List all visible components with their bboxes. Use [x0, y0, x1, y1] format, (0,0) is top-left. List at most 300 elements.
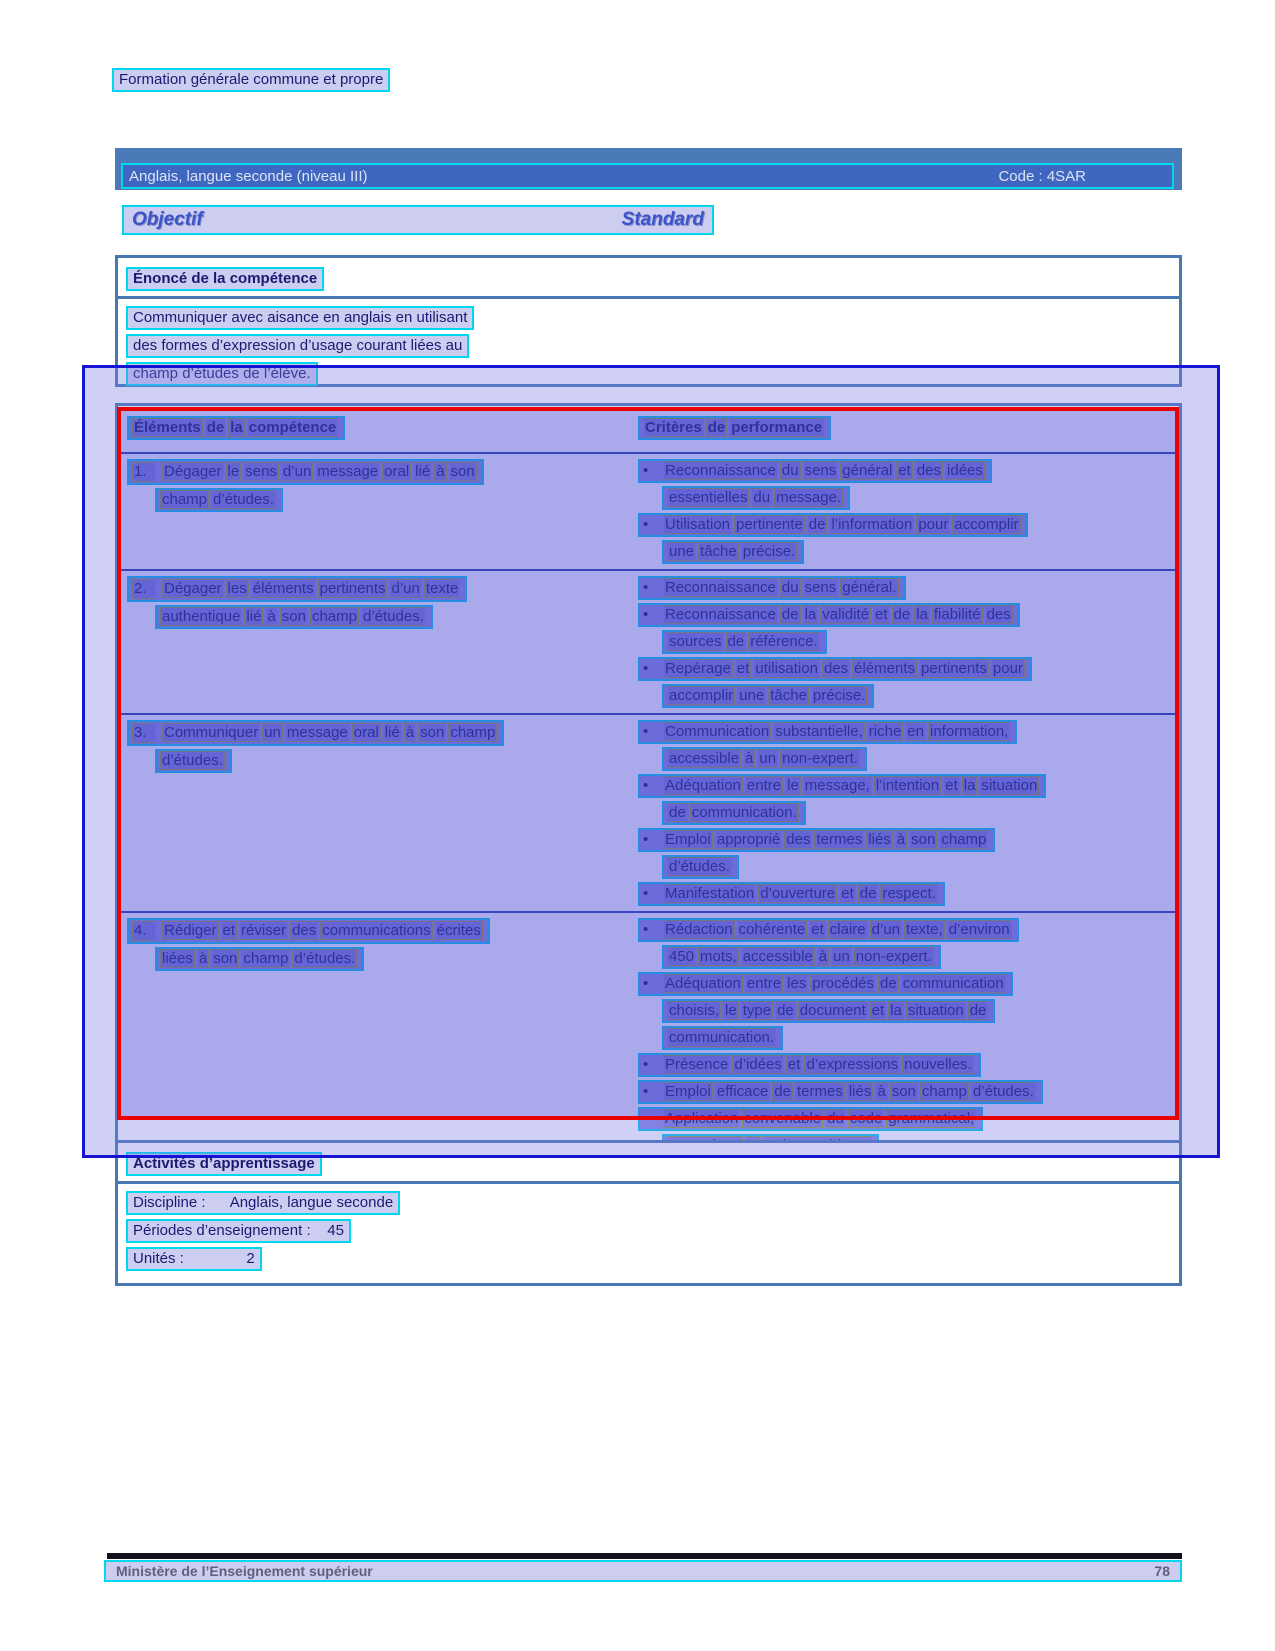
word-highlight: lié	[384, 724, 400, 741]
word-highlight: pertinents	[921, 660, 987, 677]
word-highlight: écrites	[436, 922, 481, 939]
word-highlight: non-expert.	[855, 948, 932, 965]
criteria-line	[638, 603, 1179, 627]
word-highlight: l’intention	[875, 777, 940, 794]
word-highlight: de	[880, 975, 897, 992]
word-highlight: à	[198, 950, 208, 967]
criteria-cell	[626, 459, 1179, 567]
bullet-icon: •	[643, 921, 649, 938]
element-line	[155, 605, 626, 629]
doc-category-header	[112, 68, 390, 92]
word-highlight: d’études.	[972, 1083, 1034, 1100]
word-highlight: Utilisation	[665, 516, 731, 533]
word-highlight: Rédaction	[665, 921, 733, 938]
word-highlight: Application	[665, 1110, 739, 1127]
element-line	[127, 459, 626, 485]
word-highlight: de	[777, 1002, 794, 1019]
criteria-line	[638, 459, 1179, 483]
word-highlight: pertinents	[319, 580, 386, 597]
word-highlight: champ	[162, 491, 208, 508]
criteria-line	[638, 1080, 1179, 1104]
enonce-line: champ d’études de l’élève.	[126, 362, 318, 386]
line-highlight	[638, 1080, 1043, 1104]
enonce-body	[118, 299, 1179, 397]
line-highlight	[638, 459, 992, 483]
word-highlight: des	[292, 922, 317, 939]
table-row	[118, 571, 1179, 715]
word-highlight: non-expert.	[782, 750, 858, 767]
word-highlight: liés	[848, 1083, 872, 1100]
word-highlight: information,	[929, 723, 1009, 740]
table-header-left-cell	[118, 416, 626, 440]
word-highlight: pour	[992, 660, 1023, 677]
course-title-bar	[115, 148, 1182, 190]
word-highlight: lié	[415, 463, 431, 480]
word-highlight: des	[786, 831, 811, 848]
word-highlight: riche	[868, 723, 902, 740]
word-highlight: le	[725, 1002, 737, 1019]
word-highlight: procédés	[812, 975, 875, 992]
word-highlight: une	[739, 687, 765, 704]
word-highlight: les	[787, 975, 807, 992]
bullet-icon: •	[643, 885, 649, 902]
word-highlight: à	[877, 1083, 886, 1100]
word-highlight: de	[893, 606, 911, 623]
word-highlight: champ	[311, 608, 357, 625]
word-highlight: précise.	[742, 543, 796, 560]
element-line	[155, 947, 626, 971]
criteria-line	[638, 972, 1179, 996]
word-highlight: et	[787, 1056, 801, 1073]
bullet-icon: •	[643, 1110, 649, 1127]
word-highlight: son	[450, 463, 475, 480]
word-highlight: Éléments	[134, 419, 201, 436]
word-highlight: Reconnaissance	[665, 462, 776, 479]
word-highlight: un	[833, 948, 850, 965]
word-highlight: Reconnaissance	[665, 579, 776, 596]
line-highlight	[662, 684, 874, 708]
word-highlight: message	[317, 463, 379, 480]
word-highlight: Communiquer	[164, 724, 259, 741]
word-highlight: Reconnaissance	[665, 606, 776, 623]
word-highlight: communication.	[691, 804, 797, 821]
enonce-line: Communiquer avec aisance en anglais en utilisant	[126, 306, 474, 330]
competence-table-body	[118, 454, 1179, 1190]
word-highlight: et	[945, 777, 958, 794]
word-highlight: document	[799, 1002, 866, 1019]
item-number: 4.	[132, 921, 156, 941]
word-highlight: nouvelles.	[904, 1056, 972, 1073]
word-highlight: Communication	[665, 723, 770, 740]
criteria-line	[638, 918, 1179, 942]
word-highlight: validité	[822, 606, 869, 623]
word-highlight: de	[727, 633, 745, 650]
enonce-title: Énoncé de la compétence	[126, 267, 324, 291]
criteria-line	[662, 486, 1179, 510]
word-highlight: un	[759, 750, 777, 767]
word-highlight: d’études.	[669, 858, 730, 875]
criteria-line	[638, 774, 1179, 798]
word-highlight: communications	[322, 922, 431, 939]
line-highlight	[155, 749, 232, 773]
section-headings-row	[122, 205, 714, 235]
word-highlight: général.	[842, 579, 897, 596]
enonce-header	[118, 258, 1179, 299]
word-highlight: d’études.	[294, 950, 356, 967]
word-highlight: claire	[829, 921, 866, 938]
word-highlight: de	[781, 606, 799, 623]
footer-rule	[107, 1553, 1182, 1559]
word-highlight: une	[669, 543, 695, 560]
word-highlight: d’idées	[734, 1056, 782, 1073]
bullet-icon: •	[643, 777, 649, 794]
table-header-criteres	[638, 416, 831, 440]
line-highlight	[662, 630, 827, 654]
word-highlight: champ	[941, 831, 987, 848]
word-highlight: d’études.	[213, 491, 274, 508]
table-header-row	[118, 406, 1179, 454]
word-highlight: la	[890, 1002, 902, 1019]
word-highlight: 450	[669, 948, 695, 965]
word-highlight: lié	[246, 608, 262, 625]
element-line	[127, 720, 626, 746]
word-highlight: accessible	[742, 948, 813, 965]
criteria-line	[638, 513, 1179, 537]
criteria-line	[662, 684, 1179, 708]
word-highlight: son	[911, 831, 936, 848]
line-highlight	[662, 540, 804, 564]
word-highlight: sens	[804, 462, 837, 479]
page-number: 78	[1154, 1563, 1170, 1579]
word-highlight: éléments	[252, 580, 314, 597]
word-highlight: son	[281, 608, 306, 625]
criteria-line	[638, 828, 1179, 852]
line-highlight	[662, 801, 806, 825]
word-highlight: et	[874, 606, 888, 623]
activites-body	[118, 1184, 1179, 1282]
line-highlight	[662, 747, 867, 771]
word-highlight: utilisation	[755, 660, 818, 677]
word-highlight: texte	[425, 580, 459, 597]
word-highlight: accomplir	[669, 687, 734, 704]
word-highlight: choisis,	[669, 1002, 720, 1019]
word-highlight: son	[891, 1083, 916, 1100]
word-highlight: efficace	[716, 1083, 769, 1100]
table-header-elements	[127, 416, 345, 440]
periodes-line: Périodes d’enseignement : 45	[126, 1219, 351, 1243]
table-row	[118, 454, 1179, 571]
word-highlight: la	[916, 606, 928, 623]
course-code: Code : 4SAR	[998, 167, 1086, 185]
doc-category-text: Formation générale commune et propre	[112, 68, 390, 92]
line-highlight	[638, 882, 945, 906]
word-highlight: de	[206, 419, 225, 436]
table-header-right-cell	[626, 416, 1179, 440]
word-highlight: le	[787, 777, 799, 794]
line-highlight	[638, 720, 1017, 744]
line-highlight	[127, 576, 467, 602]
word-highlight: la	[963, 777, 976, 794]
word-highlight: accessible	[669, 750, 740, 767]
word-highlight: pertinente	[736, 516, 803, 533]
word-highlight: des	[916, 462, 942, 479]
word-highlight: termes	[816, 831, 863, 848]
objectif-heading: Objectif	[132, 209, 203, 230]
word-highlight: Dégager	[164, 580, 222, 597]
bullet-icon: •	[643, 579, 649, 596]
line-highlight	[638, 918, 1019, 942]
criteria-line	[638, 576, 1179, 600]
word-highlight: sens	[804, 579, 837, 596]
word-highlight: les	[227, 580, 247, 597]
bullet-icon: •	[643, 516, 649, 533]
word-highlight: à	[405, 724, 415, 741]
line-highlight	[662, 999, 995, 1023]
word-highlight: approprié	[716, 831, 781, 848]
criteria-line	[638, 657, 1179, 681]
criteria-line	[638, 720, 1179, 744]
bullet-icon: •	[643, 975, 649, 992]
word-highlight: du	[781, 462, 799, 479]
word-highlight: fiabilité	[933, 606, 981, 623]
word-highlight: message.	[776, 489, 842, 506]
line-highlight	[127, 720, 504, 746]
word-highlight: précise.	[812, 687, 866, 704]
word-highlight: champ	[921, 1083, 967, 1100]
activites-title: Activités d’apprentissage	[126, 1152, 322, 1176]
word-highlight: l’information	[831, 516, 913, 533]
word-highlight: accomplir	[954, 516, 1019, 533]
item-number: 2.	[132, 579, 156, 599]
element-cell	[118, 459, 626, 567]
word-highlight: et	[736, 660, 750, 677]
word-highlight: convenable	[744, 1110, 822, 1127]
item-number: 1.	[132, 462, 156, 482]
word-highlight: grammatical,	[888, 1110, 975, 1127]
table-row	[118, 715, 1179, 913]
word-highlight: termes	[796, 1083, 843, 1100]
word-highlight: code	[849, 1110, 883, 1127]
line-highlight	[638, 657, 1032, 681]
line-highlight	[662, 486, 850, 510]
criteria-line	[662, 540, 1179, 564]
word-highlight: entre	[746, 777, 782, 794]
element-cell	[118, 576, 626, 711]
word-highlight: oral	[384, 463, 410, 480]
word-highlight: d’études.	[162, 752, 223, 769]
bullet-icon: •	[643, 1083, 649, 1100]
word-highlight: de	[707, 419, 726, 436]
criteria-line	[638, 1107, 1179, 1131]
word-highlight: du	[827, 1110, 844, 1127]
word-highlight: un	[264, 724, 281, 741]
word-highlight: Dégager	[164, 463, 222, 480]
word-highlight: des	[823, 660, 849, 677]
word-highlight: à	[818, 948, 828, 965]
element-line	[155, 488, 626, 512]
word-highlight: d’un	[391, 580, 420, 597]
criteria-line	[638, 882, 1179, 906]
word-highlight: de	[808, 516, 826, 533]
word-highlight: et	[898, 462, 911, 479]
line-highlight	[638, 972, 1013, 996]
word-highlight: la	[230, 419, 243, 436]
criteria-cell	[626, 576, 1179, 711]
line-highlight	[127, 918, 490, 944]
criteria-line	[662, 630, 1179, 654]
word-highlight: champ	[243, 950, 289, 967]
line-highlight	[662, 1026, 783, 1050]
word-highlight: de	[669, 804, 686, 821]
word-highlight: sens	[245, 463, 277, 480]
word-highlight: pour	[918, 516, 949, 533]
word-highlight: message	[286, 724, 348, 741]
enonce-line: des formes d’expression d’usage courant liées au	[126, 334, 469, 358]
word-highlight: liées	[162, 950, 193, 967]
line-highlight	[127, 459, 484, 485]
word-highlight: champ	[450, 724, 496, 741]
criteria-cell	[626, 720, 1179, 909]
headings-highlight	[122, 205, 714, 235]
word-highlight: de	[859, 885, 877, 902]
word-highlight: d’études.	[362, 608, 424, 625]
word-highlight: à	[436, 463, 445, 480]
line-highlight	[638, 576, 906, 600]
page-footer	[104, 1560, 1182, 1582]
word-highlight: cohérente	[738, 921, 806, 938]
word-highlight: performance	[731, 419, 823, 436]
word-highlight: et	[222, 922, 236, 939]
course-title-highlight	[121, 163, 1174, 189]
line-highlight	[155, 605, 433, 629]
word-highlight: essentielles	[669, 489, 748, 506]
word-highlight: le	[227, 463, 240, 480]
word-highlight: idées	[947, 462, 983, 479]
word-highlight: et	[841, 885, 854, 902]
line-highlight	[662, 945, 941, 969]
word-highlight: authentique	[162, 608, 241, 625]
word-highlight: tâche	[770, 687, 807, 704]
word-highlight: mots,	[700, 948, 737, 965]
criteria-line	[662, 999, 1179, 1023]
criteria-line	[662, 945, 1179, 969]
competence-table	[115, 403, 1182, 1193]
criteria-line	[662, 801, 1179, 825]
word-highlight: message,	[804, 777, 870, 794]
course-title: Anglais, langue seconde (niveau III)	[129, 167, 368, 185]
word-highlight: à	[267, 608, 276, 625]
line-highlight	[662, 855, 739, 879]
word-highlight: de	[969, 1002, 987, 1019]
word-highlight: situation	[981, 777, 1038, 794]
line-highlight	[638, 1053, 981, 1077]
word-highlight: des	[986, 606, 1011, 623]
word-highlight: Adéquation	[665, 975, 741, 992]
word-highlight: à	[896, 831, 906, 848]
word-highlight: la	[804, 606, 817, 623]
word-highlight: respect.	[882, 885, 936, 902]
word-highlight: Adéquation	[665, 777, 741, 794]
line-highlight	[638, 603, 1020, 627]
word-highlight: et	[871, 1002, 885, 1019]
line-highlight	[638, 774, 1046, 798]
criteria-line	[662, 855, 1179, 879]
word-highlight: du	[753, 489, 771, 506]
line-highlight	[155, 947, 364, 971]
activites-box	[115, 1140, 1182, 1286]
line-highlight	[638, 513, 1028, 537]
line-highlight	[155, 488, 283, 512]
bullet-icon: •	[643, 831, 649, 848]
criteria-line	[662, 1026, 1179, 1050]
footer-ministry: Ministère de l’Enseignement supérieur	[116, 1563, 373, 1579]
word-highlight: Présence	[665, 1056, 729, 1073]
word-highlight: compétence	[248, 419, 337, 436]
word-highlight: d’ouverture	[760, 885, 836, 902]
bullet-icon: •	[643, 462, 649, 479]
word-highlight: sources	[669, 633, 722, 650]
word-highlight: liés	[868, 831, 891, 848]
word-highlight: communication	[902, 975, 1004, 992]
word-highlight: Emploi	[665, 831, 711, 848]
word-highlight: référence.	[750, 633, 818, 650]
word-highlight: du	[781, 579, 799, 596]
word-highlight: éléments	[854, 660, 916, 677]
element-cell	[118, 720, 626, 909]
activites-header	[118, 1143, 1179, 1184]
word-highlight: Repérage	[665, 660, 731, 677]
word-highlight: tâche	[700, 543, 737, 560]
word-highlight: entre	[746, 975, 782, 992]
element-line	[155, 749, 626, 773]
word-highlight: situation	[907, 1002, 964, 1019]
item-number: 3.	[132, 723, 156, 743]
standard-heading: Standard	[621, 209, 704, 230]
word-highlight: Manifestation	[665, 885, 755, 902]
criteria-line	[638, 1053, 1179, 1077]
unites-line: Unités : 2	[126, 1247, 262, 1271]
word-highlight: réviser	[241, 922, 287, 939]
enonce-box	[115, 255, 1182, 387]
word-highlight: et	[811, 921, 824, 938]
element-line	[127, 576, 626, 602]
bullet-icon: •	[643, 606, 649, 623]
word-highlight: de	[774, 1083, 791, 1100]
word-highlight: en	[907, 723, 924, 740]
line-highlight	[638, 828, 995, 852]
word-highlight: d’expressions	[806, 1056, 899, 1073]
word-highlight: général	[842, 462, 893, 479]
word-highlight: texte,	[906, 921, 943, 938]
word-highlight: d’un	[282, 463, 312, 480]
bullet-icon: •	[643, 723, 649, 740]
discipline-line: Discipline : Anglais, langue seconde	[126, 1191, 400, 1215]
criteria-line	[662, 747, 1179, 771]
word-highlight: Critères	[645, 419, 702, 436]
bullet-icon: •	[643, 660, 649, 677]
word-highlight: d’un	[871, 921, 900, 938]
word-highlight: son	[213, 950, 238, 967]
word-highlight: son	[420, 724, 445, 741]
word-highlight: à	[745, 750, 754, 767]
word-highlight: communication.	[669, 1029, 775, 1046]
word-highlight: type	[742, 1002, 772, 1019]
word-highlight: Emploi	[665, 1083, 711, 1100]
word-highlight: Rédiger	[164, 922, 217, 939]
element-line	[127, 918, 626, 944]
word-highlight: substantielle,	[775, 723, 863, 740]
bullet-icon: •	[643, 1056, 649, 1073]
